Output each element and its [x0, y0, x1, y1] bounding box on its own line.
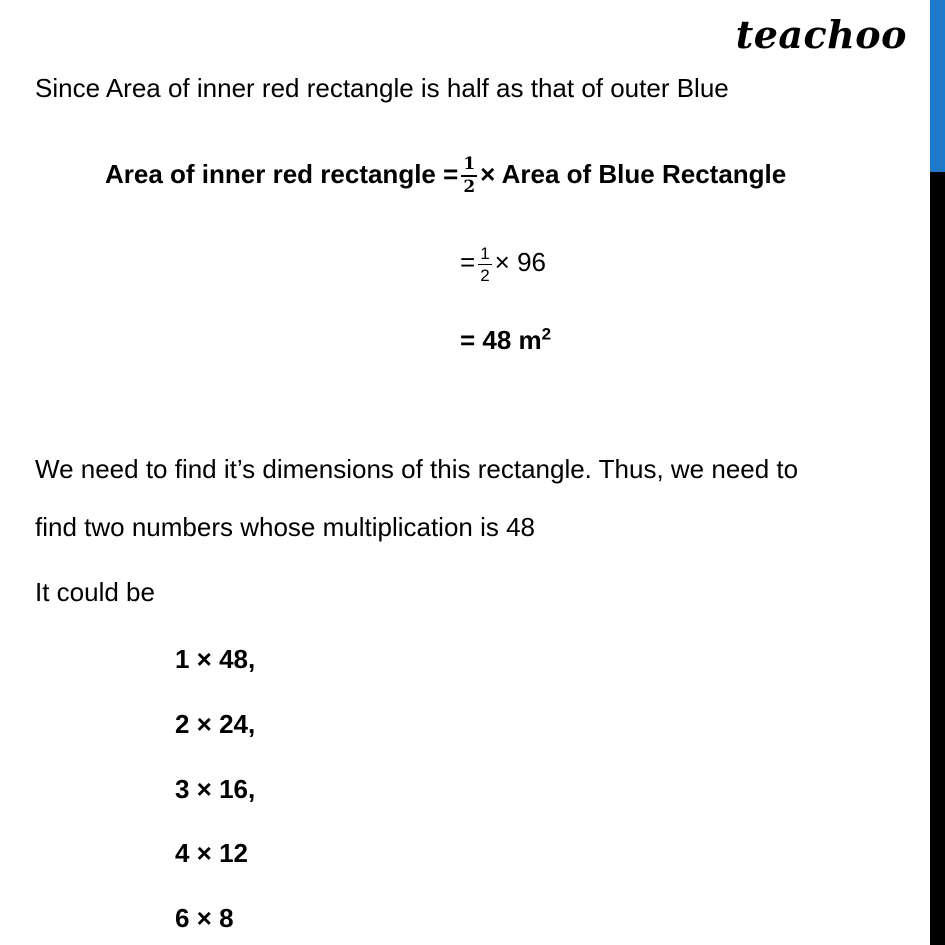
paragraph-line-2: find two numbers whose multiplication is 48	[35, 512, 536, 542]
could-be-text: It could be	[35, 577, 155, 607]
step-one-fraction	[478, 245, 491, 284]
step-one-numerator: 1	[480, 243, 490, 263]
step-two	[460, 324, 551, 356]
equation-lhs: Area of inner red rectangle	[105, 159, 436, 189]
exponent: 2	[541, 324, 552, 344]
intro-text: Since Area of inner red rectangle is half as that of outer Blue	[35, 73, 729, 103]
step-one	[460, 240, 546, 284]
fraction-numerator: 1	[461, 156, 477, 177]
factor-pair: 4 × 12	[175, 838, 249, 868]
factor-pair: 6 × 8	[175, 903, 234, 933]
paragraph-line-1: We need to find it’s dimensions of this rectangle. Thus, we need to	[35, 454, 799, 484]
factor-pair: 1 × 48,	[175, 644, 256, 674]
factor-pair: 2 × 24,	[175, 709, 256, 739]
step-two-text: = 48 m	[460, 325, 542, 355]
teachoo-logo: teachoo	[735, 12, 907, 57]
step-one-equals: =	[460, 247, 476, 277]
step-one-denominator: 2	[480, 265, 490, 285]
equation-rhs: × Area of Blue Rectangle	[480, 159, 787, 189]
equation-equals: =	[443, 159, 459, 189]
step-one-rest: × 96	[494, 247, 546, 277]
factor-pair: 3 × 16,	[175, 774, 256, 804]
area-equation	[105, 152, 786, 196]
fraction-denominator: 2	[463, 177, 476, 198]
sidebar-accent	[930, 0, 945, 172]
half-fraction	[461, 156, 477, 196]
